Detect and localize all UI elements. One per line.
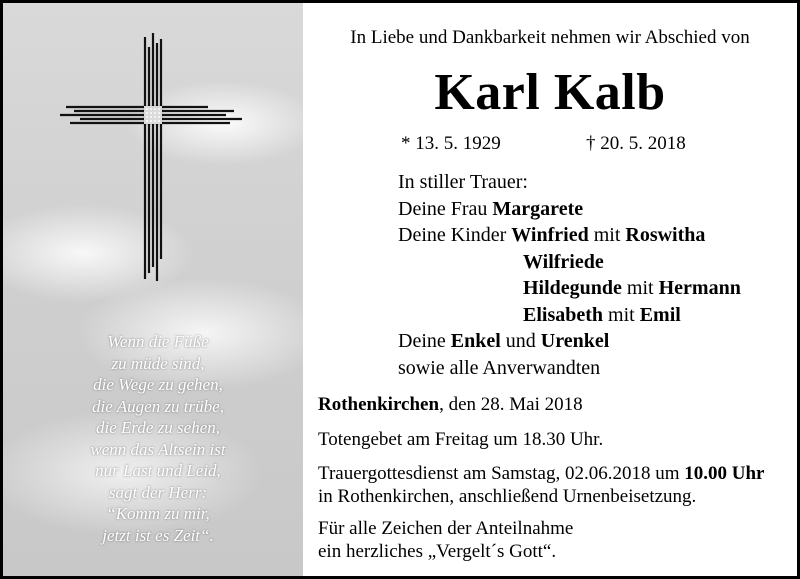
poem-line: jetzt ist es Zeit“.: [102, 525, 214, 545]
poem-line: wenn das Altsein ist: [90, 439, 226, 459]
mourner-name: Roswitha: [625, 224, 706, 246]
service-line: [318, 462, 765, 485]
place-date-line: [318, 393, 583, 416]
mourners-heading: In stiller Trauer:: [398, 171, 528, 193]
connector-text: mit: [588, 224, 626, 246]
mourner-row-child: [398, 222, 741, 249]
mourner-name: Wilfriede: [523, 250, 604, 273]
mourner-row-wife: [398, 196, 741, 223]
mourner-name: Elisabeth: [523, 303, 604, 326]
service-info: [318, 462, 765, 508]
mourners-list: [398, 169, 741, 381]
mourner-name: Hermann: [658, 277, 741, 299]
thanks-line: Für alle Zeichen der Anteilnahme: [318, 518, 574, 539]
mourner-row-relatives: sowie alle Anverwandten: [398, 356, 601, 379]
poem-line: die Augen zu trübe,: [92, 396, 224, 416]
service-line-2: in Rothenkirchen, anschließend Urnenbeisetzung.: [318, 486, 697, 507]
cloud-sky-panel: [3, 3, 303, 576]
mourner-row-child: [398, 249, 741, 276]
date-text: , den 28. Mai 2018: [439, 394, 583, 415]
mourner-name: Winfried: [511, 224, 589, 246]
label-text: Deine Frau: [398, 197, 493, 220]
cross-icon: [58, 33, 248, 283]
intro-text: In Liebe und Dankbarkeit nehmen wir Abschied von: [350, 27, 750, 48]
mourner-row-child: [398, 275, 741, 302]
mourner-name: Hildegunde: [523, 277, 622, 299]
poem-line: “Komm zu mir,: [106, 504, 210, 523]
poem-line: nur Last und Leid,: [95, 461, 221, 480]
deceased-name: Karl Kalb: [434, 64, 666, 121]
thanks-line: ein herzliches „Vergelt´s Gott“.: [318, 541, 557, 562]
label-text: Deine: [398, 330, 451, 352]
poem-line: sagt der Herr:: [108, 482, 208, 502]
thanks-text: [318, 517, 573, 563]
poem-line: die Wege zu gehen,: [93, 375, 223, 394]
death-date: † 20. 5. 2018: [586, 133, 686, 154]
mourner-name: Enkel: [450, 330, 501, 352]
label-text: Deine Kinder: [398, 224, 512, 246]
poem-line: die Erde zu sehen,: [95, 418, 220, 437]
mourner-name: Emil: [639, 303, 681, 326]
service-time: 10.00 Uhr: [684, 463, 765, 484]
mourner-row-grandchildren: [398, 328, 741, 355]
birth-date: * 13. 5. 1929: [401, 133, 501, 154]
notice-text-area: [303, 3, 797, 576]
mourner-name: Margarete: [492, 197, 584, 220]
connector-text: mit: [621, 277, 659, 299]
prayer-line: Totengebet am Freitag um 18.30 Uhr.: [318, 429, 604, 450]
poem-line: Wenn die Füße: [107, 332, 209, 351]
mourner-name: Urenkel: [540, 330, 610, 352]
poem-line: zu müde sind,: [111, 353, 205, 373]
mourner-row-child: [398, 302, 741, 329]
connector-text: mit: [603, 303, 640, 326]
place-name: Rothenkirchen: [318, 394, 440, 415]
poem: [43, 331, 273, 546]
service-text: Trauergottesdienst am Samstag, 02.06.2018 um: [318, 463, 685, 484]
connector-text: und: [500, 330, 541, 352]
